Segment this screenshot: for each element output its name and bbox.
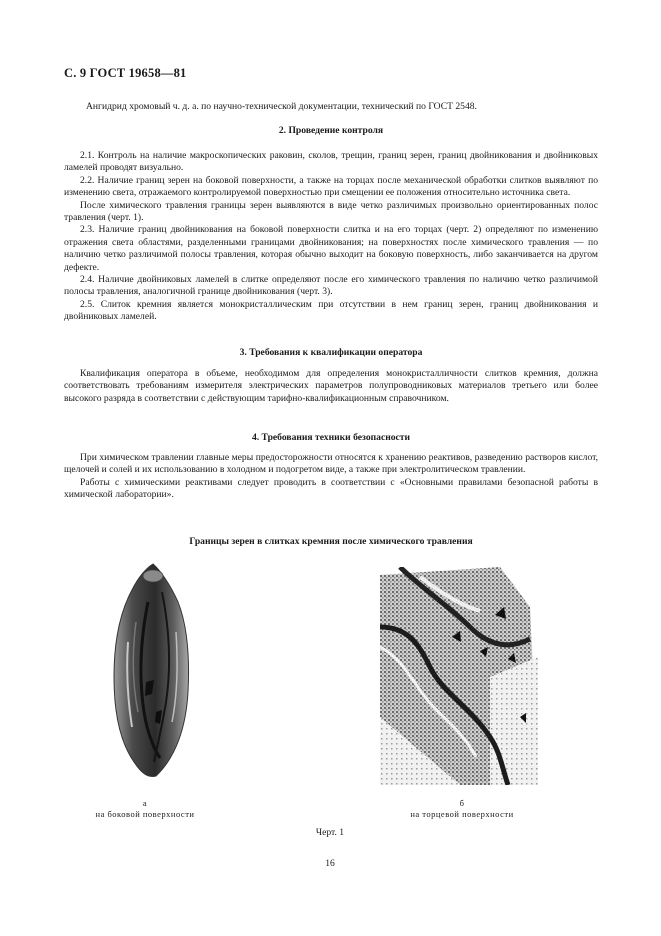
section-body-safety <box>64 452 598 502</box>
section-title-safety: 4. Требования техники безопасности <box>251 432 411 443</box>
figure-caption-a <box>70 798 220 820</box>
figure-letter-b: б <box>459 798 465 808</box>
paragraph: 2.2. Наличие границ зерен на боковой поверхности, а также на торцах после механической обработки слитков выявляют по изменению света, отражаемого контролируемой поверхностью при смещении ее положения относительно источника света. <box>64 174 598 199</box>
figure-caption-a-text: на боковой поверхности <box>95 809 195 819</box>
paragraph: При химическом травлении главные меры предосторожности относятся к хранению реактивов, разведению растворов кислот, щелочей и солей и их использованию в холодном и подогретом виде, а также при электролитическом травлении. <box>64 452 598 476</box>
ingot-side-photo <box>98 562 208 780</box>
paragraph: Квалификация оператора в объеме, необходимом для определения монокристалличности слитков кремния, должна соответствовать требованиям измерителя электрических параметров полупроводниковых материалов третьего или более высокого разряда в соответствии с действующим тарифно-квалификационным справочником. <box>64 368 598 404</box>
figure-title: Границы зерен в слитках кремния после химического травления <box>189 536 473 547</box>
figure-caption-b <box>382 798 542 820</box>
figure-letter-a: а <box>142 798 148 808</box>
paragraph: 2.1. Контроль на наличие макроскопических раковин, сколов, трещин, границ зерен, границ двойникования и двойниковых ламелей проводят визуально. <box>64 150 598 174</box>
page-header: С. 9 ГОСТ 19658—81 <box>64 66 187 80</box>
intro-line: Ангидрид хромовый ч. д. а. по научно-технической документации, технический по ГОСТ 2548. <box>86 101 477 112</box>
paragraph: После химического травления границы зерен выявляются в виде четко различимых произвольно ориентированных полос травления (черт. 1). <box>64 199 598 224</box>
paragraph: 2.3. Наличие границ двойникования на боковой поверхности слитка и на его торцах (черт. 2) определяют по изменению отражения света областями, разделенными границами двойникования; на поверхностях после химического травления — по наличию четко различимой полосы травления, которая обычно выходит на боковую поверхность, либо заканчивается на другом дефекте. <box>64 224 598 273</box>
figure-caption-b-text: на торцевой поверхности <box>410 809 514 819</box>
paragraph: 2.4. Наличие двойниковых ламелей в слитке определяют после его химического травления по наличию четко различимой полосы травления, аналогичной границе двойникования (черт. 3). <box>64 274 598 298</box>
section-body-control <box>64 150 598 324</box>
ingot-end-face-photo <box>380 567 538 785</box>
figure-label: Черт. 1 <box>315 827 345 838</box>
paragraph: 2.5. Слиток кремния является монокристаллическим при отсутствии в нем границ зерен, границ двойникования и двойниковых ламелей. <box>64 298 598 323</box>
section-body-qualification <box>64 368 598 405</box>
paragraph: Работы с химическими реактивами следует проводить в соответствии с «Основными правилами безопасной работы в химической лаборатории». <box>64 476 598 501</box>
page-number: 16 <box>325 858 335 869</box>
section-title-control: 2. Проведение контроля <box>278 125 384 136</box>
section-title-qualification: 3. Требования к квалификации оператора <box>239 347 423 358</box>
